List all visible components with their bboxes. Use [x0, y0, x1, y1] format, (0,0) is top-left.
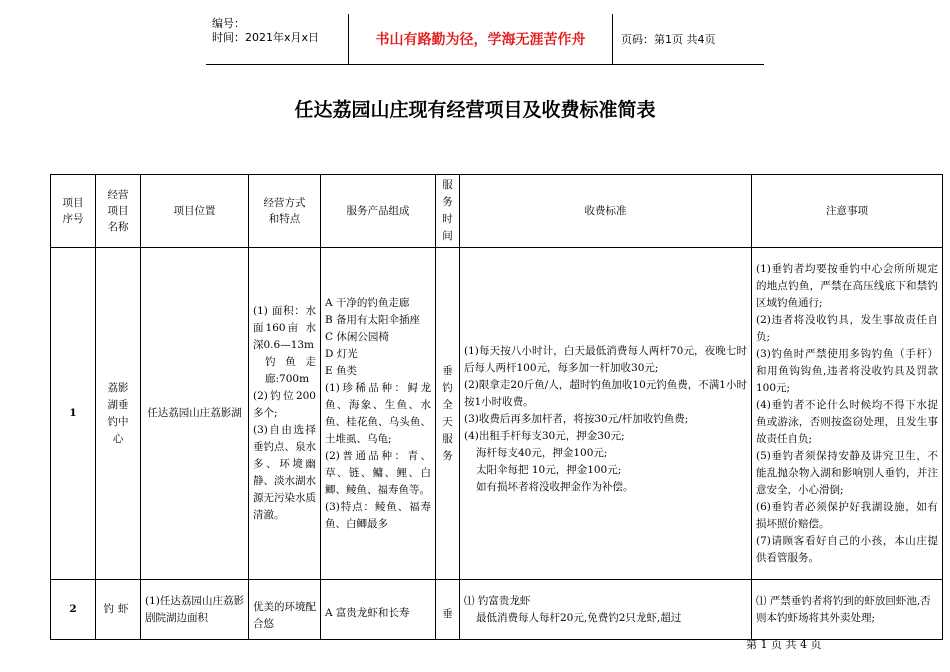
- row2-fees: ⑴ 钓富贵龙虾 最低消费每人每杆20元,免费钓2只龙虾,超过: [460, 580, 752, 640]
- row1-notes: (1)垂钓者均要按垂钓中心会所所规定的地点钓鱼，严禁在高压线底下和禁钓区域钓鱼通行; (2)违者将没收钓具，发生事故责任自负; (3)钓鱼时严禁使用多钩钓鱼（手杆）和用鱼钩钩鱼,违者将没收钓具及罚款100元; (4)垂钓者不论什么时候均不得下水捉鱼或游泳，否则按盗窃处理，且发生事故责任自负; (5)垂钓者须保持安静及讲究卫生，不能乱抛杂物入湖和影响别人垂钓，并注意安全，小心滑倒; (6)垂钓者必须保护好我湖设施，如有损坏照价赔偿。 (7)请顾客看好自己的小孩，本山庄提供看管服务。: [752, 248, 943, 580]
- col-header-notes: 注意事项: [752, 175, 943, 248]
- header-page-info: 页码：第1页 共4页: [621, 33, 716, 46]
- row1-fees: (1)每天按八小时计，白天最低消费每人两杆70元，夜晚七时后每人两杆100元，每多加一杆加收30元; (2)限拿走20斤鱼/人，超时钓鱼加收10元钓鱼费，不满1小时按1小时收费。 (3)收费后再多加杆者，将按30元/杆加收钓鱼费; (4)出租手杆每支30元，押金30元; 海杆每支40元，押金100元; 太阳伞每把 10元，押金100元; 如有损坏者将没收押金作为补偿。: [460, 248, 752, 580]
- page-title: 任达荔园山庄现有经营项目及收费标准简表: [294, 99, 656, 121]
- col-header-fees: 收费标准: [460, 175, 752, 248]
- row1-service-time: 垂钓全天服务: [436, 248, 460, 580]
- table-header-row: [51, 175, 943, 248]
- row2-no: 2: [51, 580, 96, 640]
- row1-no: 1: [51, 248, 96, 580]
- row1-location: 任达荔园山庄荔影湖: [141, 248, 249, 580]
- number-label: 编号：: [212, 17, 245, 30]
- row1-features: (1) 面积：水面160亩 水深0.6—13m 钓鱼走廊:700m (2)钓位200多个; (3)自由选择垂钓点、泉水多、环境幽静、淡水湖水源无污染水质清澈。: [249, 248, 321, 580]
- document-header: [206, 14, 764, 65]
- table-row: [51, 248, 943, 580]
- col-header-features: 经营方式和特点: [249, 175, 321, 248]
- col-header-name: 经营项目名称: [96, 175, 141, 248]
- page-footer: 第 1 页 共 4 页: [746, 638, 822, 651]
- header-meta: [206, 14, 349, 64]
- col-header-service-time: 服务时间: [436, 175, 460, 248]
- row2-features: 优美的环境配合悠: [249, 580, 321, 640]
- row2-products: A 富贵龙虾和长寿: [321, 580, 436, 640]
- col-header-location: 项目位置: [141, 175, 249, 248]
- row1-name: 荔影湖垂钓中心: [96, 248, 141, 580]
- row2-location: (1)任达荔园山庄荔影剧院湖边面积: [141, 580, 249, 640]
- row2-name: 钓虾: [96, 580, 141, 640]
- fee-table: [50, 174, 943, 640]
- row1-products: A 干净的钓鱼走廊 B 备用有太阳伞插座 C 休闲公园椅 D 灯光 E 鱼类 (1)珍稀品种：鲟龙鱼、海象、生鱼、水鱼、桂花鱼、乌头鱼、土堆虱、乌龟; (2)普通品种：青、草、链、鳙、鲤、白鲫、鲮鱼、福寿鱼等。 (3)特点：鲮鱼、福寿鱼、白鲫最多: [321, 248, 436, 580]
- time-label: 时间：2021年x月x日: [212, 31, 320, 44]
- col-header-no: 项目序号: [51, 175, 96, 248]
- table-row: [51, 580, 943, 640]
- row2-notes: ⑴ 严禁垂钓者将钓到的虾放回虾池,否则本钓虾场将其外卖处理;: [752, 580, 943, 640]
- row2-service-time: 垂: [436, 580, 460, 640]
- header-motto: 书山有路勤为径，学海无涯苦作舟: [349, 14, 613, 64]
- col-header-products: 服务产品组成: [321, 175, 436, 248]
